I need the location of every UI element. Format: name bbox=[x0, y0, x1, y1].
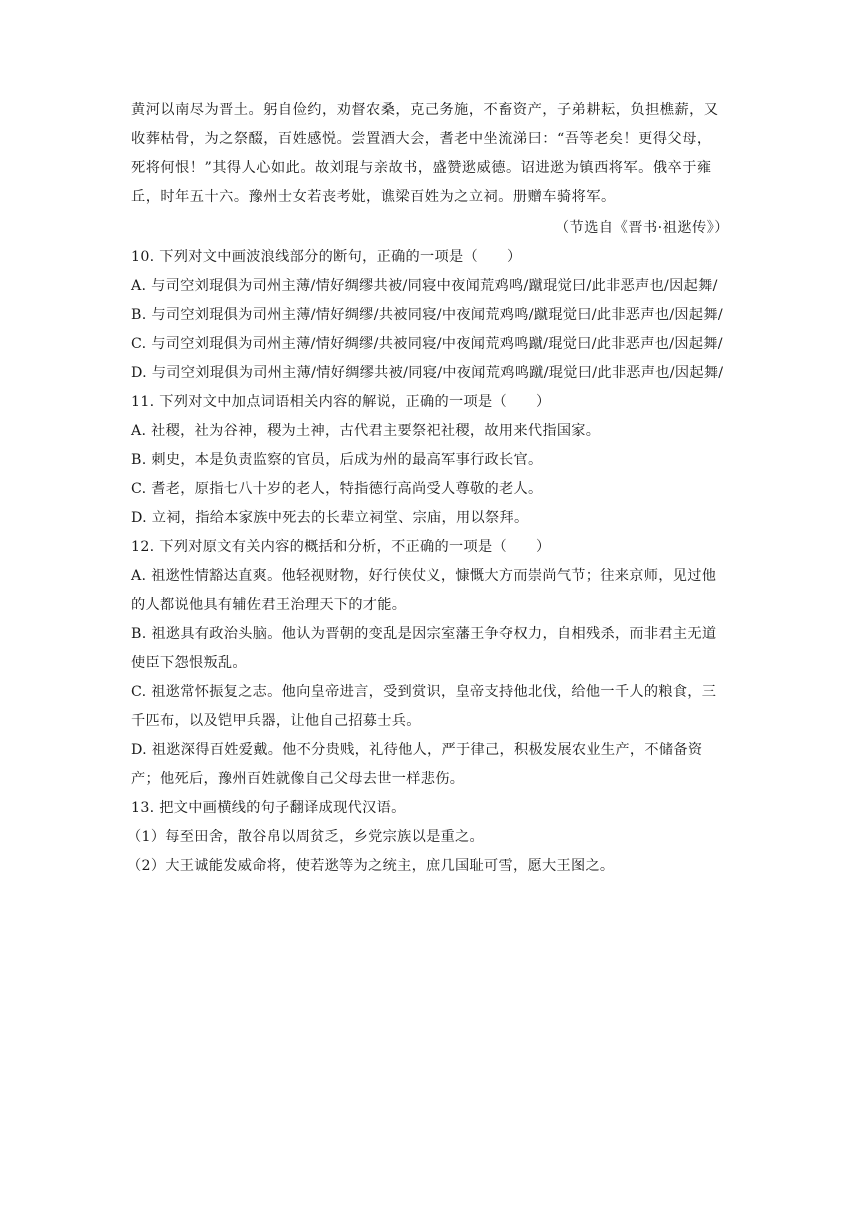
option-a: A. 祖逖性情豁达直爽。他轻视财物，好行侠仗义，慷慨大方而崇尚气节；往来京师，见过他的人都说他具有辅佐君王治理天下的才能。 bbox=[131, 568, 717, 613]
question-stem: 13. 把文中画横线的句子翻译成现代汉语。 bbox=[131, 800, 406, 816]
passage-line: 丘，时年五十六。豫州士女若丧考妣，谯梁百姓为之立祠。册赠车骑将军。 bbox=[131, 189, 616, 205]
option-a: A. 社稷，社为谷神，稷为土神，古代君主要祭祀社稷，故用来代指国家。 bbox=[131, 423, 601, 439]
question-stem: 12. 下列对原文有关内容的概括和分析，不正确的一项是（ ） bbox=[131, 539, 551, 555]
option-d: D. 立祠，指给本家族中死去的长辈立祠堂、宗庙，用以祭拜。 bbox=[131, 510, 529, 526]
question-11 bbox=[131, 388, 729, 533]
passage bbox=[131, 96, 729, 212]
option-d: D. 与司空刘琨俱为司州主薄/情好绸缪共被/同寝/中夜闻荒鸡鸣蹴/琨觉曰/此非恶声也/因起舞/ bbox=[131, 365, 724, 381]
sub-question-2: （2）大王诚能发威命将，使若逖等为之统主，庶几国耻可雪，愿大王图之。 bbox=[127, 858, 615, 874]
question-12 bbox=[131, 533, 729, 794]
question-10 bbox=[131, 243, 729, 388]
option-c: C. 与司空刘琨俱为司州主薄/情好绸缪/共被同寝/中夜闻荒鸡鸣蹴/琨觉曰/此非恶声也/因起舞/ bbox=[131, 336, 723, 352]
question-list bbox=[127, 243, 729, 881]
question-13 bbox=[127, 794, 729, 881]
passage-line: 收葬枯骨，为之祭醊，百姓感悦。尝置酒大会，耆老中坐流涕曰：“吾等老矣！更得父母， bbox=[131, 131, 712, 147]
sub-question-1: （1）每至田舍，散谷帛以周贫乏，乡党宗族以是重之。 bbox=[127, 829, 485, 845]
option-d: D. 祖逖深得百姓爱戴。他不分贵贱，礼待他人，严于律己，积极发展农业生产，不储备资产；他死后，豫州百姓就像自己父母去世一样悲伤。 bbox=[131, 742, 703, 787]
option-b: B. 与司空刘琨俱为司州主薄/情好绸缪/共被同寝/中夜闻荒鸡鸣/蹴琨觉曰/此非恶声也/因起舞/ bbox=[131, 307, 723, 323]
document-page bbox=[127, 96, 729, 881]
option-b: B. 刺史，本是负责监察的官员，后成为州的最高军事行政长官。 bbox=[131, 452, 543, 468]
option-b: B. 祖逖具有政治头脑。他认为晋朝的变乱是因宗室藩王争夺权力，自相残杀，而非君主无道使臣下怨恨叛乱。 bbox=[131, 626, 717, 671]
option-c: C. 祖逖常怀振复之志。他向皇帝进言，受到赏识，皇帝支持他北伐，给他一千人的粮食，三千匹布，以及铠甲兵器，让他自己招募士兵。 bbox=[131, 684, 717, 729]
passage-source: （节选自《晋书·祖逖传》） bbox=[554, 220, 729, 236]
passage-line: 死将何恨！”其得人心如此。故刘琨与亲故书，盛赞逖威德。诏进逖为镇西将军。俄卒于雍 bbox=[131, 160, 712, 176]
option-c: C. 耆老，原指七八十岁的老人，特指德行高尚受人尊敬的老人。 bbox=[131, 481, 543, 497]
question-stem: 11. 下列对文中加点词语相关内容的解说，正确的一项是（ ） bbox=[131, 394, 551, 410]
passage-line: 黄河以南尽为晋土。躬自俭约，劝督农桑，克己务施，不畜资产，子弟耕耘，负担樵薪，又 bbox=[131, 102, 719, 118]
question-stem: 10. 下列对文中画波浪线部分的断句，正确的一项是（ ） bbox=[131, 249, 522, 265]
option-a: A. 与司空刘琨俱为司州主薄/情好绸缪共被/同寝中夜闻荒鸡鸣/蹴琨觉曰/此非恶声也/因起舞/ bbox=[131, 278, 718, 294]
